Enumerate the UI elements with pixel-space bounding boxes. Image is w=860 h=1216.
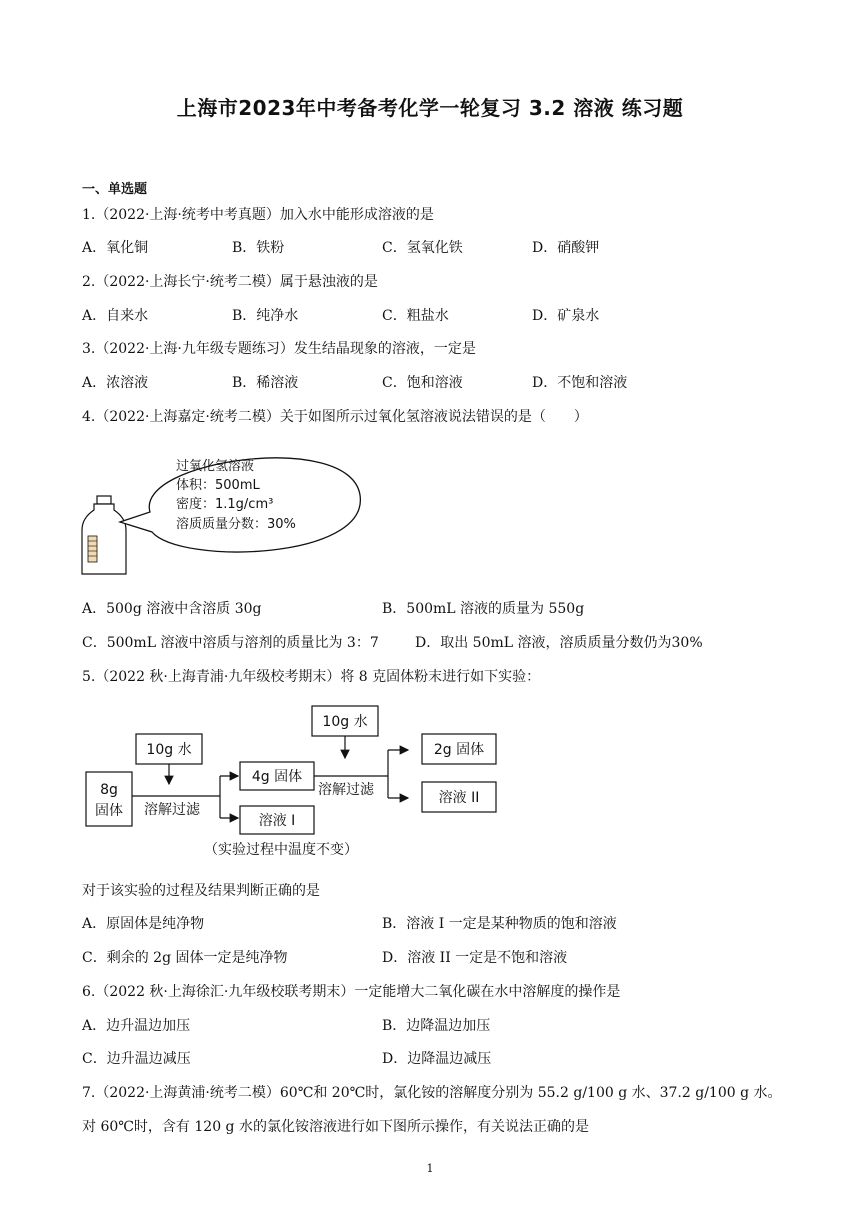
question-2-option-b: B．纯净水 (232, 308, 299, 324)
question-5-prompt: 对于该实验的过程及结果判断正确的是 (82, 883, 320, 899)
question-6-stem: 6.（2022 秋·上海徐汇·九年级校联考期末）一定能增大二氧化碳在水中溶解度的操作是 (82, 984, 621, 1000)
water-1-label: 10g 水 (146, 742, 192, 758)
step-1-label: 溶解过滤 (144, 802, 200, 818)
question-5-option-b: B．溶液 I 一定是某种物质的饱和溶液 (382, 916, 617, 932)
question-2-stem: 2.（2022·上海长宁·统考二模）属于悬浊液的是 (82, 274, 378, 290)
question-2-option-c: C．粗盐水 (382, 308, 449, 324)
question-3-option-b: B．稀溶液 (232, 375, 299, 391)
page-number: 1 (426, 1162, 434, 1175)
question-2-option-a: A．自来水 (82, 308, 149, 324)
water-2-label: 10g 水 (322, 714, 368, 730)
question-1-option-d: D．硝酸钾 (532, 240, 600, 256)
question-3-option-d: D．不饱和溶液 (532, 375, 628, 391)
question-4-option-d: D．取出 50mL 溶液，溶质质量分数仍为30% (415, 635, 703, 651)
question-6-option-a: A．边升温边加压 (82, 1018, 191, 1034)
solution-1-label: 溶液 I (258, 813, 296, 829)
bottle-icon (82, 496, 126, 574)
start-solid-mass: 8g (100, 782, 118, 798)
question-3-option-a: A．浓溶液 (82, 375, 149, 391)
question-4-option-c: C．500mL 溶液中溶质与溶剂的质量比为 3：7 (82, 635, 379, 651)
question-6-option-c: C．边升温边减压 (82, 1051, 191, 1067)
question-6-option-b: B．边降温边加压 (382, 1018, 491, 1034)
question-4-stem: 4.（2022·上海嘉定·统考二模）关于如图所示过氧化氢溶液说法错误的是（ ） (82, 409, 588, 425)
question-1-option-b: B．铁粉 (232, 240, 285, 256)
question-7-line-2: 对 60℃时，含有 120 g 水的氯化铵溶液进行如下图所示操作，有关说法正确的是 (82, 1119, 589, 1135)
solution-2-label: 溶液 II (438, 790, 480, 806)
bubble-line-1: 过氧化氢溶液 (176, 459, 255, 474)
question-5-option-d: D．溶液 II 一定是不饱和溶液 (382, 950, 568, 966)
question-1-option-c: C．氢氧化铁 (382, 240, 463, 256)
start-solid-label: 固体 (95, 803, 123, 819)
question-2-option-d: D．矿泉水 (532, 308, 600, 324)
page-title: 上海市2023年中考备考化学一轮复习 3.2 溶液 练习题 (176, 96, 684, 120)
question-5-stem: 5.（2022 秋·上海青浦·九年级校考期末）将 8 克固体粉末进行如下实验： (82, 669, 541, 685)
bubble-line-4: 溶质质量分数：30% (176, 517, 296, 532)
question-4-option-b: B．500mL 溶液的质量为 550g (382, 601, 585, 617)
step-2-label: 溶解过滤 (318, 782, 374, 798)
hydrogen-peroxide-bottle-figure (80, 440, 380, 582)
experiment-flow-diagram (80, 700, 520, 862)
temperature-note: （实验过程中温度不变） (204, 842, 358, 858)
solid-2g-label: 2g 固体 (433, 742, 485, 758)
solid-4g-label: 4g 固体 (251, 769, 303, 785)
question-1-option-a: A．氧化铜 (82, 240, 149, 256)
question-6-option-d: D．边降温边减压 (382, 1051, 492, 1067)
question-3-option-c: C．饱和溶液 (382, 375, 463, 391)
question-5-option-a: A．原固体是纯净物 (82, 916, 205, 932)
question-5-option-c: C．剩余的 2g 固体一定是纯净物 (82, 950, 288, 966)
question-7-line-1: 7.（2022·上海黄浦·统考二模）60℃和 20℃时，氯化铵的溶解度分别为 55.2 g/100 g 水、37.2 g/100 g 水。 (82, 1085, 782, 1101)
question-4-option-a: A．500g 溶液中含溶质 30g (82, 601, 262, 617)
section-heading: 一、单选题 (82, 182, 148, 197)
question-1-stem: 1.（2022·上海·统考中考真题）加入水中能形成溶液的是 (82, 207, 434, 223)
bubble-line-3: 密度：1.1g/cm³ (176, 497, 274, 512)
bubble-line-2: 体积：500mL (176, 478, 260, 493)
question-3-stem: 3.（2022·上海·九年级专题练习）发生结晶现象的溶液，一定是 (82, 341, 476, 357)
